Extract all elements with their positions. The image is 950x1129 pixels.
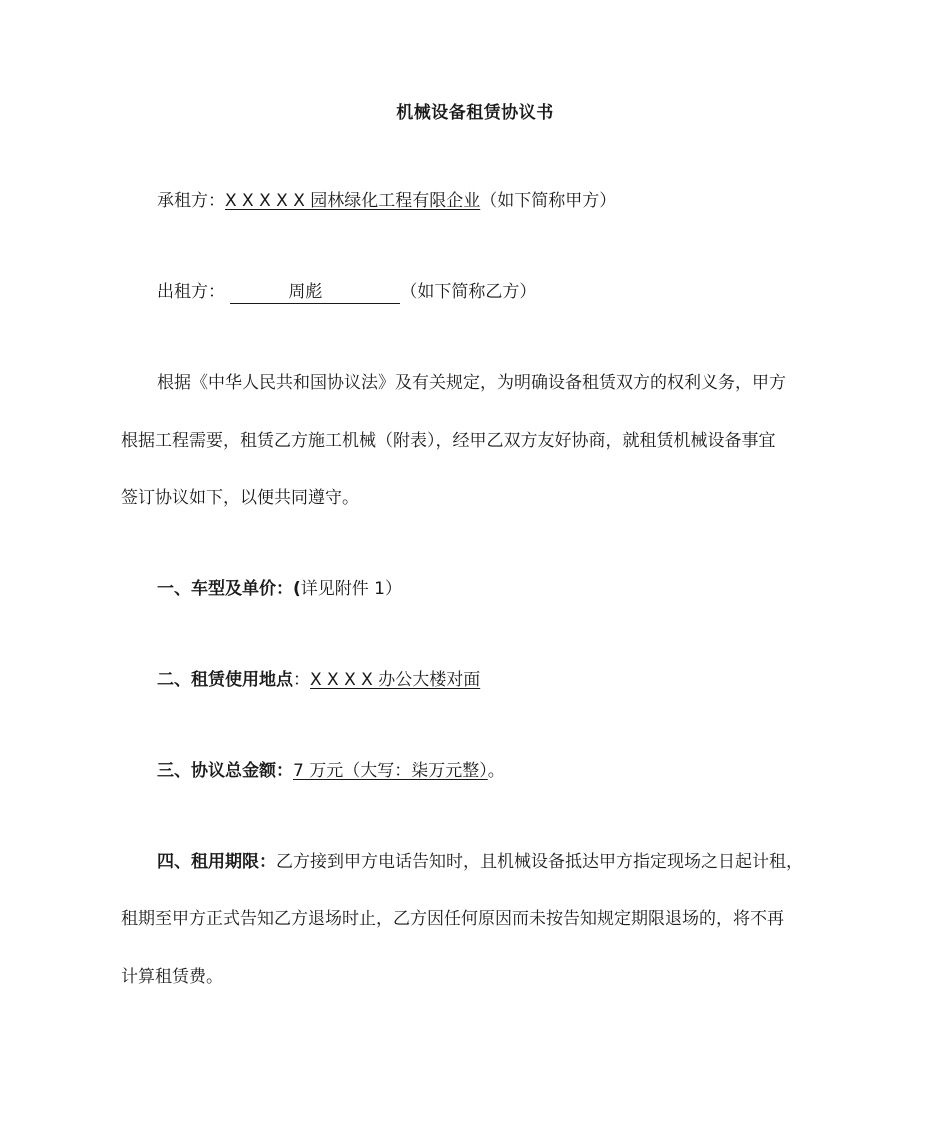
section-2 — [157, 668, 480, 692]
lessor-label: 出租方： — [157, 282, 225, 302]
lessee-line — [157, 189, 616, 213]
lessor-note: （如下简称乙方） — [400, 282, 537, 302]
section-4-line-2: 租期至甲方正式告知乙方退场时止，乙方因任何原因而未按告知规定期限退场的，将不再 — [121, 909, 784, 929]
section-4-line-3: 计算租赁费。 — [121, 967, 223, 987]
lessee-name: X X X X X 园林绿化工程有限企业 — [225, 191, 481, 211]
section-2-colon: ： — [293, 670, 310, 690]
section-1 — [157, 577, 402, 601]
section-4-heading: 四、租用期限： — [157, 852, 276, 872]
section-2-text: X X X X 办公大楼对面 — [310, 670, 481, 690]
lessor-line — [157, 280, 536, 304]
preamble-line-1: 根据《中华人民共和国协议法》及有关规定，为明确设备租赁双方的权利义务，甲方 — [157, 373, 786, 393]
lessor-name: 周彪 — [230, 281, 400, 304]
section-3-heading: 三、协议总金额： — [157, 761, 293, 781]
section-3-end: 。 — [487, 761, 505, 781]
preamble-line-2: 根据工程需要，租赁乙方施工机械（附表），经甲乙双方友好协商，就租赁机械设备事宜 — [121, 431, 776, 451]
section-1-heading: 一、车型及单价： — [157, 579, 293, 599]
section-2-heading: 二、租赁使用地点 — [157, 670, 293, 690]
lessee-label: 承租方： — [157, 191, 225, 211]
section-4 — [157, 850, 803, 874]
section-1-paren: ( — [293, 579, 301, 599]
lessee-note: （如下简称甲方） — [480, 191, 617, 211]
section-3 — [157, 759, 505, 783]
section-4-line-1: 乙方接到甲方电话告知时，且机械设备抵达甲方指定现场之日起计租， — [276, 852, 803, 872]
section-3-text: 7 万元（大写：柒万元整） — [293, 761, 488, 781]
document-title: 机械设备租赁协议书 — [396, 103, 554, 123]
preamble-line-3: 签订协议如下，以便共同遵守。 — [121, 488, 359, 508]
section-1-text: 详见附件 1） — [300, 579, 403, 599]
